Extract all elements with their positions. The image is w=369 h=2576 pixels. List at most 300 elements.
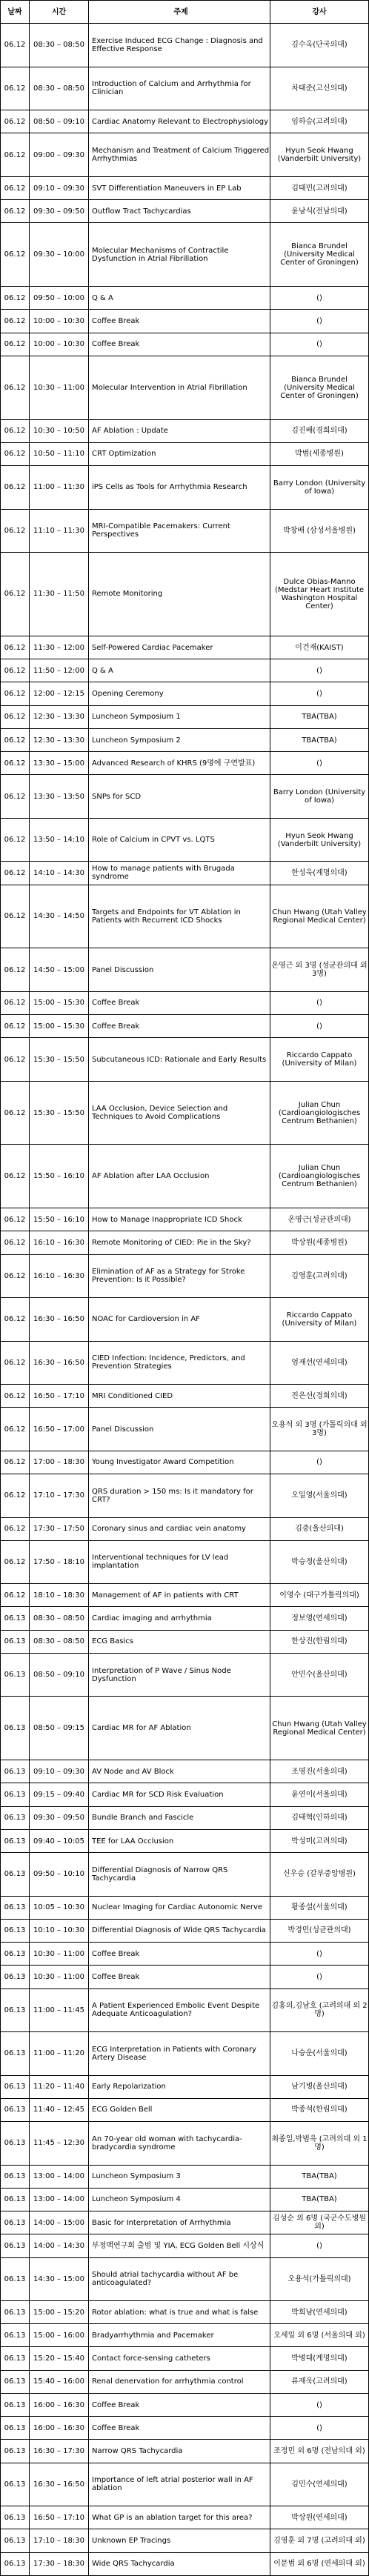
cell-speaker: 신우승 (갈부중앙병원) [270, 1853, 369, 1895]
cell-topic: Luncheon Symposium 3 [89, 2166, 270, 2188]
cell-time: 14:10 – 14:30 [30, 862, 89, 884]
cell-topic: Cardiac MR for SCD Risk Evaluation [89, 1783, 270, 1805]
cell-speaker: 김중(울산의대) [270, 1518, 369, 1540]
cell-topic: Coffee Break [89, 2417, 270, 2439]
cell-speaker: 조정민 외 6명 (전남의대 외) [270, 2440, 369, 2462]
table-row [0, 1853, 369, 1896]
table-row [0, 1607, 369, 1630]
table-row [0, 659, 369, 682]
cell-date: 06.12 [0, 443, 30, 465]
cell-date: 06.13 [0, 2211, 30, 2234]
cell-time: 17:10 – 17:30 [30, 1474, 89, 1517]
cell-date: 06.13 [0, 1966, 30, 1988]
table-row [0, 2258, 369, 2301]
cell-speaker: 이건재(KAIST) [270, 636, 369, 659]
cell-date: 06.13 [0, 1783, 30, 1805]
cell-date: 06.13 [0, 2347, 30, 2369]
table-row [0, 2553, 369, 2576]
cell-speaker: 오용석(가톨릭의대) [270, 2258, 369, 2300]
cell-date: 06.13 [0, 2463, 30, 2506]
table-row [0, 2166, 369, 2189]
table-row [0, 287, 369, 310]
cell-time: 15:40 – 16:00 [30, 2371, 89, 2393]
cell-speaker: 이문범 외 6명 (연세의대 외) [270, 2553, 369, 2575]
cell-date: 06.13 [0, 2099, 30, 2121]
cell-topic: CIED Infection: Incidence, Predictors, and Prevention Strategies [89, 1342, 270, 1384]
cell-time: 17:30 – 17:50 [30, 1518, 89, 1540]
cell-speaker: Bianca Brundel (University Medical Center of Groningen) [270, 356, 369, 419]
table-row [0, 333, 369, 356]
cell-time: 13:00 – 14:00 [30, 2189, 89, 2211]
cell-topic: Remote Monitoring [89, 553, 270, 636]
table-row [0, 729, 369, 752]
cell-topic: SNPs for SCD [89, 775, 270, 817]
cell-date: 06.13 [0, 2032, 30, 2074]
table-row [0, 2324, 369, 2347]
cell-date: 06.12 [0, 553, 30, 636]
cell-topic: QRS duration > 150 ms: Is it mandatory for CRT? [89, 1474, 270, 1517]
cell-date: 06.12 [0, 1298, 30, 1340]
cell-topic: Wide QRS Tachycardia [89, 2553, 270, 2575]
header-time: 시간 [30, 1, 89, 23]
cell-time: 16:10 – 16:30 [30, 1255, 89, 1297]
cell-time: 16:30 – 17:30 [30, 2440, 89, 2462]
table-row [0, 443, 369, 466]
cell-topic: Remote Monitoring of CIED: Pie in the Sky? [89, 1231, 270, 1254]
cell-date: 06.13 [0, 2301, 30, 2323]
table-row [0, 510, 369, 553]
cell-date: 06.13 [0, 1920, 30, 1942]
cell-topic: Coffee Break [89, 1966, 270, 1988]
cell-time: 10:30 – 11:00 [30, 1966, 89, 1988]
table-row [0, 2463, 369, 2506]
cell-date: 06.13 [0, 2371, 30, 2393]
cell-topic: Narrow QRS Tachycardia [89, 2440, 270, 2462]
table-row [0, 2417, 369, 2440]
table-row [0, 1697, 369, 1760]
cell-date: 06.12 [0, 133, 30, 176]
cell-topic: Outflow Tract Tachycardias [89, 200, 270, 222]
cell-date: 06.12 [0, 752, 30, 774]
cell-speaker: 김진배(경희의대) [270, 420, 369, 442]
header-speaker: 강사 [270, 1, 369, 23]
cell-date: 06.13 [0, 2417, 30, 2439]
cell-speaker: () [270, 310, 369, 332]
cell-topic: Exercise Induced ECG Change : Diagnosis and Effective Response [89, 24, 270, 66]
cell-speaker: () [270, 2234, 369, 2257]
cell-time: 08:50 – 09:15 [30, 1697, 89, 1760]
cell-date: 06.12 [0, 223, 30, 286]
table-row [0, 1943, 369, 1966]
table-row [0, 1082, 369, 1145]
cell-speaker: 김수옥(단국의대) [270, 24, 369, 66]
cell-speaker: TBA(TBA) [270, 2166, 369, 2188]
cell-time: 09:10 – 09:30 [30, 177, 89, 199]
table-row [0, 1830, 369, 1853]
cell-time: 11:00 – 11:20 [30, 2032, 89, 2074]
cell-topic: Interventional techniques for LV lead implantation [89, 1541, 270, 1583]
table-row [0, 2394, 369, 2417]
table-row [0, 1408, 369, 1451]
cell-speaker: Dulce Obias-Manno (Medstar Heart Institute Washington Hospital Center) [270, 553, 369, 636]
table-row [0, 200, 369, 223]
cell-topic: Cardiac imaging and arrhythmia [89, 1607, 270, 1629]
cell-date: 06.12 [0, 67, 30, 110]
table-row [0, 466, 369, 509]
table-row [0, 1541, 369, 1584]
cell-speaker: Barry London (University of Iowa) [270, 775, 369, 817]
cell-time: 09:30 – 09:50 [30, 1807, 89, 1829]
cell-date: 06.12 [0, 992, 30, 1014]
cell-date: 06.12 [0, 510, 30, 552]
cell-topic: Cardiac Anatomy Relevant to Electrophysiology [89, 110, 270, 133]
cell-time: 17:30 – 18:30 [30, 2553, 89, 2575]
cell-topic: ECG Interpretation in Patients with Coronary Artery Disease [89, 2032, 270, 2074]
cell-speaker: 임하승(고려의대) [270, 110, 369, 133]
cell-topic: AV Node and AV Block [89, 1760, 270, 1783]
cell-date: 06.13 [0, 2324, 30, 2346]
cell-speaker: 엄재선(연세의대) [270, 1342, 369, 1384]
cell-time: 13:50 – 14:10 [30, 819, 89, 861]
cell-time: 15:50 – 16:10 [30, 1145, 89, 1208]
table-row [0, 682, 369, 705]
cell-time: 15:50 – 16:10 [30, 1208, 89, 1231]
cell-topic: SVT Differentiation Maneuvers in EP Lab [89, 177, 270, 199]
cell-date: 06.12 [0, 1408, 30, 1450]
cell-speaker: 박승정(울산의대) [270, 1541, 369, 1583]
cell-speaker: 박창배 (삼성서울병원) [270, 510, 369, 552]
table-row [0, 24, 369, 67]
cell-time: 14:00 – 15:00 [30, 2211, 89, 2234]
cell-speaker: 오용석 외 3명 (가톨릭의대 외 3명) [270, 1408, 369, 1450]
cell-speaker: 박범(세종병원) [270, 443, 369, 465]
cell-date: 06.13 [0, 1607, 30, 1629]
cell-speaker: 조영진(서울의대) [270, 1760, 369, 1783]
cell-time: 10:30 – 10:50 [30, 420, 89, 442]
cell-time: 16:50 – 17:10 [30, 2506, 89, 2529]
cell-speaker: 김영훈 외 7명 (고려의대 외) [270, 2529, 369, 2552]
table-row [0, 2371, 369, 2394]
table-row [0, 356, 369, 420]
cell-time: 15:00 – 15:30 [30, 1015, 89, 1037]
cell-time: 17:10 – 18:30 [30, 2529, 89, 2552]
cell-date: 06.13 [0, 1654, 30, 1696]
cell-speaker: Hyun Seok Hwang (Vanderbilt University) [270, 819, 369, 861]
cell-topic: Importance of left atrial posterior wall in AF ablation [89, 2463, 270, 2506]
cell-date: 06.13 [0, 2258, 30, 2300]
cell-topic: Coffee Break [89, 310, 270, 332]
cell-date: 06.12 [0, 1082, 30, 1145]
cell-date: 06.12 [0, 1474, 30, 1517]
cell-date: 06.12 [0, 636, 30, 659]
table-row [0, 553, 369, 636]
cell-speaker: 한성욱(계명의대) [270, 862, 369, 884]
cell-speaker: Chun Hwang (Utah Valley Regional Medical Center) [270, 1697, 369, 1760]
cell-time: 09:15 – 09:40 [30, 1783, 89, 1805]
cell-date: 06.12 [0, 1038, 30, 1080]
cell-speaker: () [270, 992, 369, 1014]
cell-time: 12:30 – 13:30 [30, 729, 89, 751]
cell-topic: Q & A [89, 287, 270, 309]
table-row [0, 1145, 369, 1208]
table-row [0, 2529, 369, 2552]
table-row [0, 2189, 369, 2211]
cell-topic: How to manage patients with Brugada syndrome [89, 862, 270, 884]
cell-time: 11:40 – 12:45 [30, 2099, 89, 2121]
cell-speaker: () [270, 1943, 369, 1965]
cell-date: 06.12 [0, 466, 30, 508]
table-row [0, 2032, 369, 2075]
cell-topic: Role of Calcium in CPVT vs. LQTS [89, 819, 270, 861]
cell-topic: Opening Ceremony [89, 682, 270, 705]
cell-time: 14:50 – 15:00 [30, 948, 89, 991]
cell-speaker: () [270, 333, 369, 356]
cell-time: 16:00 – 16:30 [30, 2394, 89, 2416]
cell-time: 15:00 – 16:00 [30, 2324, 89, 2346]
table-row [0, 1897, 369, 1920]
cell-speaker: 나승운(서울의대) [270, 2032, 369, 2074]
cell-topic: Coffee Break [89, 1943, 270, 1965]
cell-topic: Bundle Branch and Fascicle [89, 1807, 270, 1829]
cell-time: 17:50 – 18:10 [30, 1541, 89, 1583]
cell-time: 11:00 – 11:30 [30, 466, 89, 508]
cell-speaker: 박종석(한림의대) [270, 2099, 369, 2121]
cell-topic: Coffee Break [89, 2394, 270, 2416]
cell-topic: Coffee Break [89, 992, 270, 1014]
cell-date: 06.12 [0, 1451, 30, 1474]
cell-date: 06.12 [0, 1231, 30, 1254]
cell-time: 09:50 – 10:00 [30, 287, 89, 309]
cell-speaker: 안민수(울산의대) [270, 1654, 369, 1696]
cell-topic: Introduction of Calcium and Arrhythmia for Clinician [89, 67, 270, 110]
cell-topic: Targets and Endpoints for VT Ablation in Patients with Recurrent ICD Shocks [89, 885, 270, 948]
cell-speaker: 윤연이(서울의대) [270, 1783, 369, 1805]
cell-topic: Nuclear Imaging for Cardiac Autonomic Nerve [89, 1897, 270, 1919]
cell-speaker: 김태혁(인하의대) [270, 1807, 369, 1829]
cell-date: 06.12 [0, 356, 30, 419]
table-row [0, 2347, 369, 2370]
cell-time: 09:10 – 09:30 [30, 1760, 89, 1783]
cell-topic: Management of AF in patients with CRT [89, 1584, 270, 1606]
cell-topic: Advanced Research of KHRS (9명에 구연발표) [89, 752, 270, 774]
table-row [0, 862, 369, 885]
cell-topic: NOAC for Cardioversion in AF [89, 1298, 270, 1340]
cell-speaker: 김영훈(고려의대) [270, 1255, 369, 1297]
cell-time: 10:30 – 11:00 [30, 1943, 89, 1965]
cell-topic: Mechanism and Treatment of Calcium Triggered Arrhythmias [89, 133, 270, 176]
table-row [0, 2440, 369, 2463]
table-row [0, 1989, 369, 2032]
table-row [0, 775, 369, 818]
cell-speaker: Bianca Brundel (University Medical Center of Groningen) [270, 223, 369, 286]
cell-date: 06.13 [0, 1807, 30, 1829]
cell-time: 09:30 – 10:00 [30, 223, 89, 286]
table-row [0, 1654, 369, 1697]
cell-date: 06.13 [0, 1830, 30, 1852]
cell-topic: ECG Basics [89, 1631, 270, 1653]
table-row [0, 1966, 369, 1988]
cell-date: 06.12 [0, 706, 30, 728]
cell-time: 16:50 – 17:00 [30, 1408, 89, 1450]
cell-time: 11:00 – 11:45 [30, 1989, 89, 2031]
cell-topic: CRT Optimization [89, 443, 270, 465]
table-row [0, 133, 369, 176]
table-row [0, 1342, 369, 1385]
cell-topic: Cardiac MR for AF Ablation [89, 1697, 270, 1760]
cell-date: 06.12 [0, 1255, 30, 1297]
cell-time: 12:00 – 12:15 [30, 682, 89, 705]
cell-speaker: Barry London (University of Iowa) [270, 466, 369, 508]
table-row [0, 420, 369, 443]
cell-topic: Interpretation of P Wave / Sinus Node Dysfunction [89, 1654, 270, 1696]
table-row [0, 177, 369, 200]
cell-topic: Q & A [89, 659, 270, 682]
cell-topic: AF Ablation : Update [89, 420, 270, 442]
cell-topic: ECG Golden Bell [89, 2099, 270, 2121]
cell-topic: Panel Discussion [89, 948, 270, 991]
cell-date: 06.12 [0, 24, 30, 66]
cell-topic: Coronary sinus and cardiac vein anatomy [89, 1518, 270, 1540]
table-row [0, 1474, 369, 1517]
cell-topic: TEE for LAA Occlusion [89, 1830, 270, 1852]
cell-time: 11:50 – 12:00 [30, 659, 89, 682]
table-row [0, 2211, 369, 2234]
cell-topic: How to Manage Inappropriate ICD Shock [89, 1208, 270, 1231]
table-row [0, 2301, 369, 2324]
table-row [0, 1255, 369, 1298]
cell-topic: LAA Occlusion, Device Selection and Techniques to Avoid Complications [89, 1082, 270, 1145]
table-row [0, 636, 369, 659]
cell-topic: 부정맥연구회 출범 및 YIA, ECG Golden Bell 시상식 [89, 2234, 270, 2257]
cell-topic: Early Repolarization [89, 2076, 270, 2098]
cell-time: 08:30 – 08:50 [30, 1631, 89, 1653]
cell-time: 10:00 – 10:30 [30, 333, 89, 356]
cell-date: 06.12 [0, 659, 30, 682]
cell-speaker: 김홍의,김남호 (고려의대 외 2명) [270, 1989, 369, 2031]
cell-time: 16:30 – 16:50 [30, 1342, 89, 1384]
header-topic: 주제 [89, 1, 270, 23]
cell-date: 06.12 [0, 420, 30, 442]
cell-time: 15:00 – 15:20 [30, 2301, 89, 2323]
cell-topic: Luncheon Symposium 1 [89, 706, 270, 728]
cell-date: 06.13 [0, 1943, 30, 1965]
table-row [0, 223, 369, 287]
cell-topic: Molecular Intervention in Atrial Fibrillation [89, 356, 270, 419]
cell-date: 06.12 [0, 110, 30, 133]
cell-speaker: 박상원(연세의대) [270, 2506, 369, 2529]
cell-date: 06.12 [0, 862, 30, 884]
cell-date: 06.12 [0, 1518, 30, 1540]
cell-speaker: 최종일,박범욱 (고려의대 외 1명) [270, 2122, 369, 2164]
cell-time: 10:50 – 11:10 [30, 443, 89, 465]
cell-date: 06.12 [0, 1208, 30, 1231]
cell-time: 11:10 – 11:30 [30, 510, 89, 552]
table-row [0, 752, 369, 775]
table-row [0, 1631, 369, 1654]
header-row [0, 1, 369, 24]
cell-speaker: () [270, 2417, 369, 2439]
cell-speaker: 김태민(고려의대) [270, 177, 369, 199]
cell-topic: Differential Diagnosis of Narrow QRS Tachycardia [89, 1853, 270, 1895]
cell-time: 08:50 – 09:10 [30, 1654, 89, 1696]
cell-time: 08:50 – 09:10 [30, 110, 89, 133]
cell-speaker: () [270, 287, 369, 309]
cell-time: 15:20 – 15:40 [30, 2347, 89, 2369]
cell-date: 06.12 [0, 885, 30, 948]
table-row [0, 992, 369, 1015]
cell-date: 06.13 [0, 2234, 30, 2257]
table-row [0, 1038, 369, 1081]
cell-speaker: () [270, 2394, 369, 2416]
cell-topic: Basic for Interpretation of Arrhythmia [89, 2211, 270, 2234]
cell-date: 06.13 [0, 1853, 30, 1895]
cell-time: 08:30 – 08:50 [30, 24, 89, 66]
cell-date: 06.13 [0, 2166, 30, 2188]
cell-topic: Unknown EP Tracings [89, 2529, 270, 2552]
cell-date: 06.13 [0, 2529, 30, 2552]
cell-topic: Bradyarrhythmia and Pacemaker [89, 2324, 270, 2346]
table-row [0, 1584, 369, 1607]
cell-date: 06.12 [0, 775, 30, 817]
cell-speaker: Riccardo Cappato (University of Milan) [270, 1298, 369, 1340]
cell-topic: AF Ablation after LAA Occlusion [89, 1145, 270, 1208]
table-row [0, 2506, 369, 2529]
cell-time: 11:30 – 11:50 [30, 553, 89, 636]
cell-topic: Panel Discussion [89, 1408, 270, 1450]
cell-time: 15:30 – 15:50 [30, 1038, 89, 1080]
cell-speaker: () [270, 1451, 369, 1474]
cell-speaker: 진은선(경희의대) [270, 1385, 369, 1407]
cell-time: 15:00 – 15:30 [30, 992, 89, 1014]
table-row [0, 1015, 369, 1038]
table-row [0, 706, 369, 729]
cell-date: 06.13 [0, 2440, 30, 2462]
cell-time: 13:00 – 14:00 [30, 2166, 89, 2188]
cell-date: 06.12 [0, 948, 30, 991]
cell-topic: Differential Diagnosis of Wide QRS Tachycardia [89, 1920, 270, 1942]
table-row [0, 2076, 369, 2099]
cell-time: 10:10 – 10:30 [30, 1920, 89, 1942]
cell-speaker: 류재욱(고려의대) [270, 2371, 369, 2393]
cell-date: 06.12 [0, 310, 30, 332]
cell-speaker: 김민수(연세의대) [270, 2463, 369, 2506]
cell-time: 09:40 – 10:05 [30, 1830, 89, 1852]
table-row [0, 1451, 369, 1474]
cell-speaker: Chun Hwang (Utah Valley Regional Medical Center) [270, 885, 369, 948]
cell-speaker: 이영수 (대구가톨릭의대) [270, 1584, 369, 1606]
table-row [0, 1783, 369, 1806]
cell-date: 06.12 [0, 1541, 30, 1583]
cell-date: 06.12 [0, 200, 30, 222]
cell-date: 06.12 [0, 1015, 30, 1037]
cell-speaker: 윤남식(전남의대) [270, 200, 369, 222]
table-row [0, 1231, 369, 1254]
table-row [0, 1760, 369, 1783]
cell-date: 06.12 [0, 819, 30, 861]
cell-speaker: 온영근(성균관의대) [270, 1208, 369, 1231]
cell-topic: MRI Conditioned CIED [89, 1385, 270, 1407]
cell-date: 06.13 [0, 2122, 30, 2164]
cell-time: 10:05 – 10:30 [30, 1897, 89, 1919]
cell-date: 06.13 [0, 2189, 30, 2211]
cell-speaker: 박병대(계명의대) [270, 2347, 369, 2369]
cell-time: 10:00 – 10:30 [30, 310, 89, 332]
table-row [0, 948, 369, 991]
cell-time: 13:30 – 13:50 [30, 775, 89, 817]
cell-time: 12:30 – 13:30 [30, 706, 89, 728]
cell-date: 06.12 [0, 729, 30, 751]
cell-date: 06.13 [0, 1989, 30, 2031]
